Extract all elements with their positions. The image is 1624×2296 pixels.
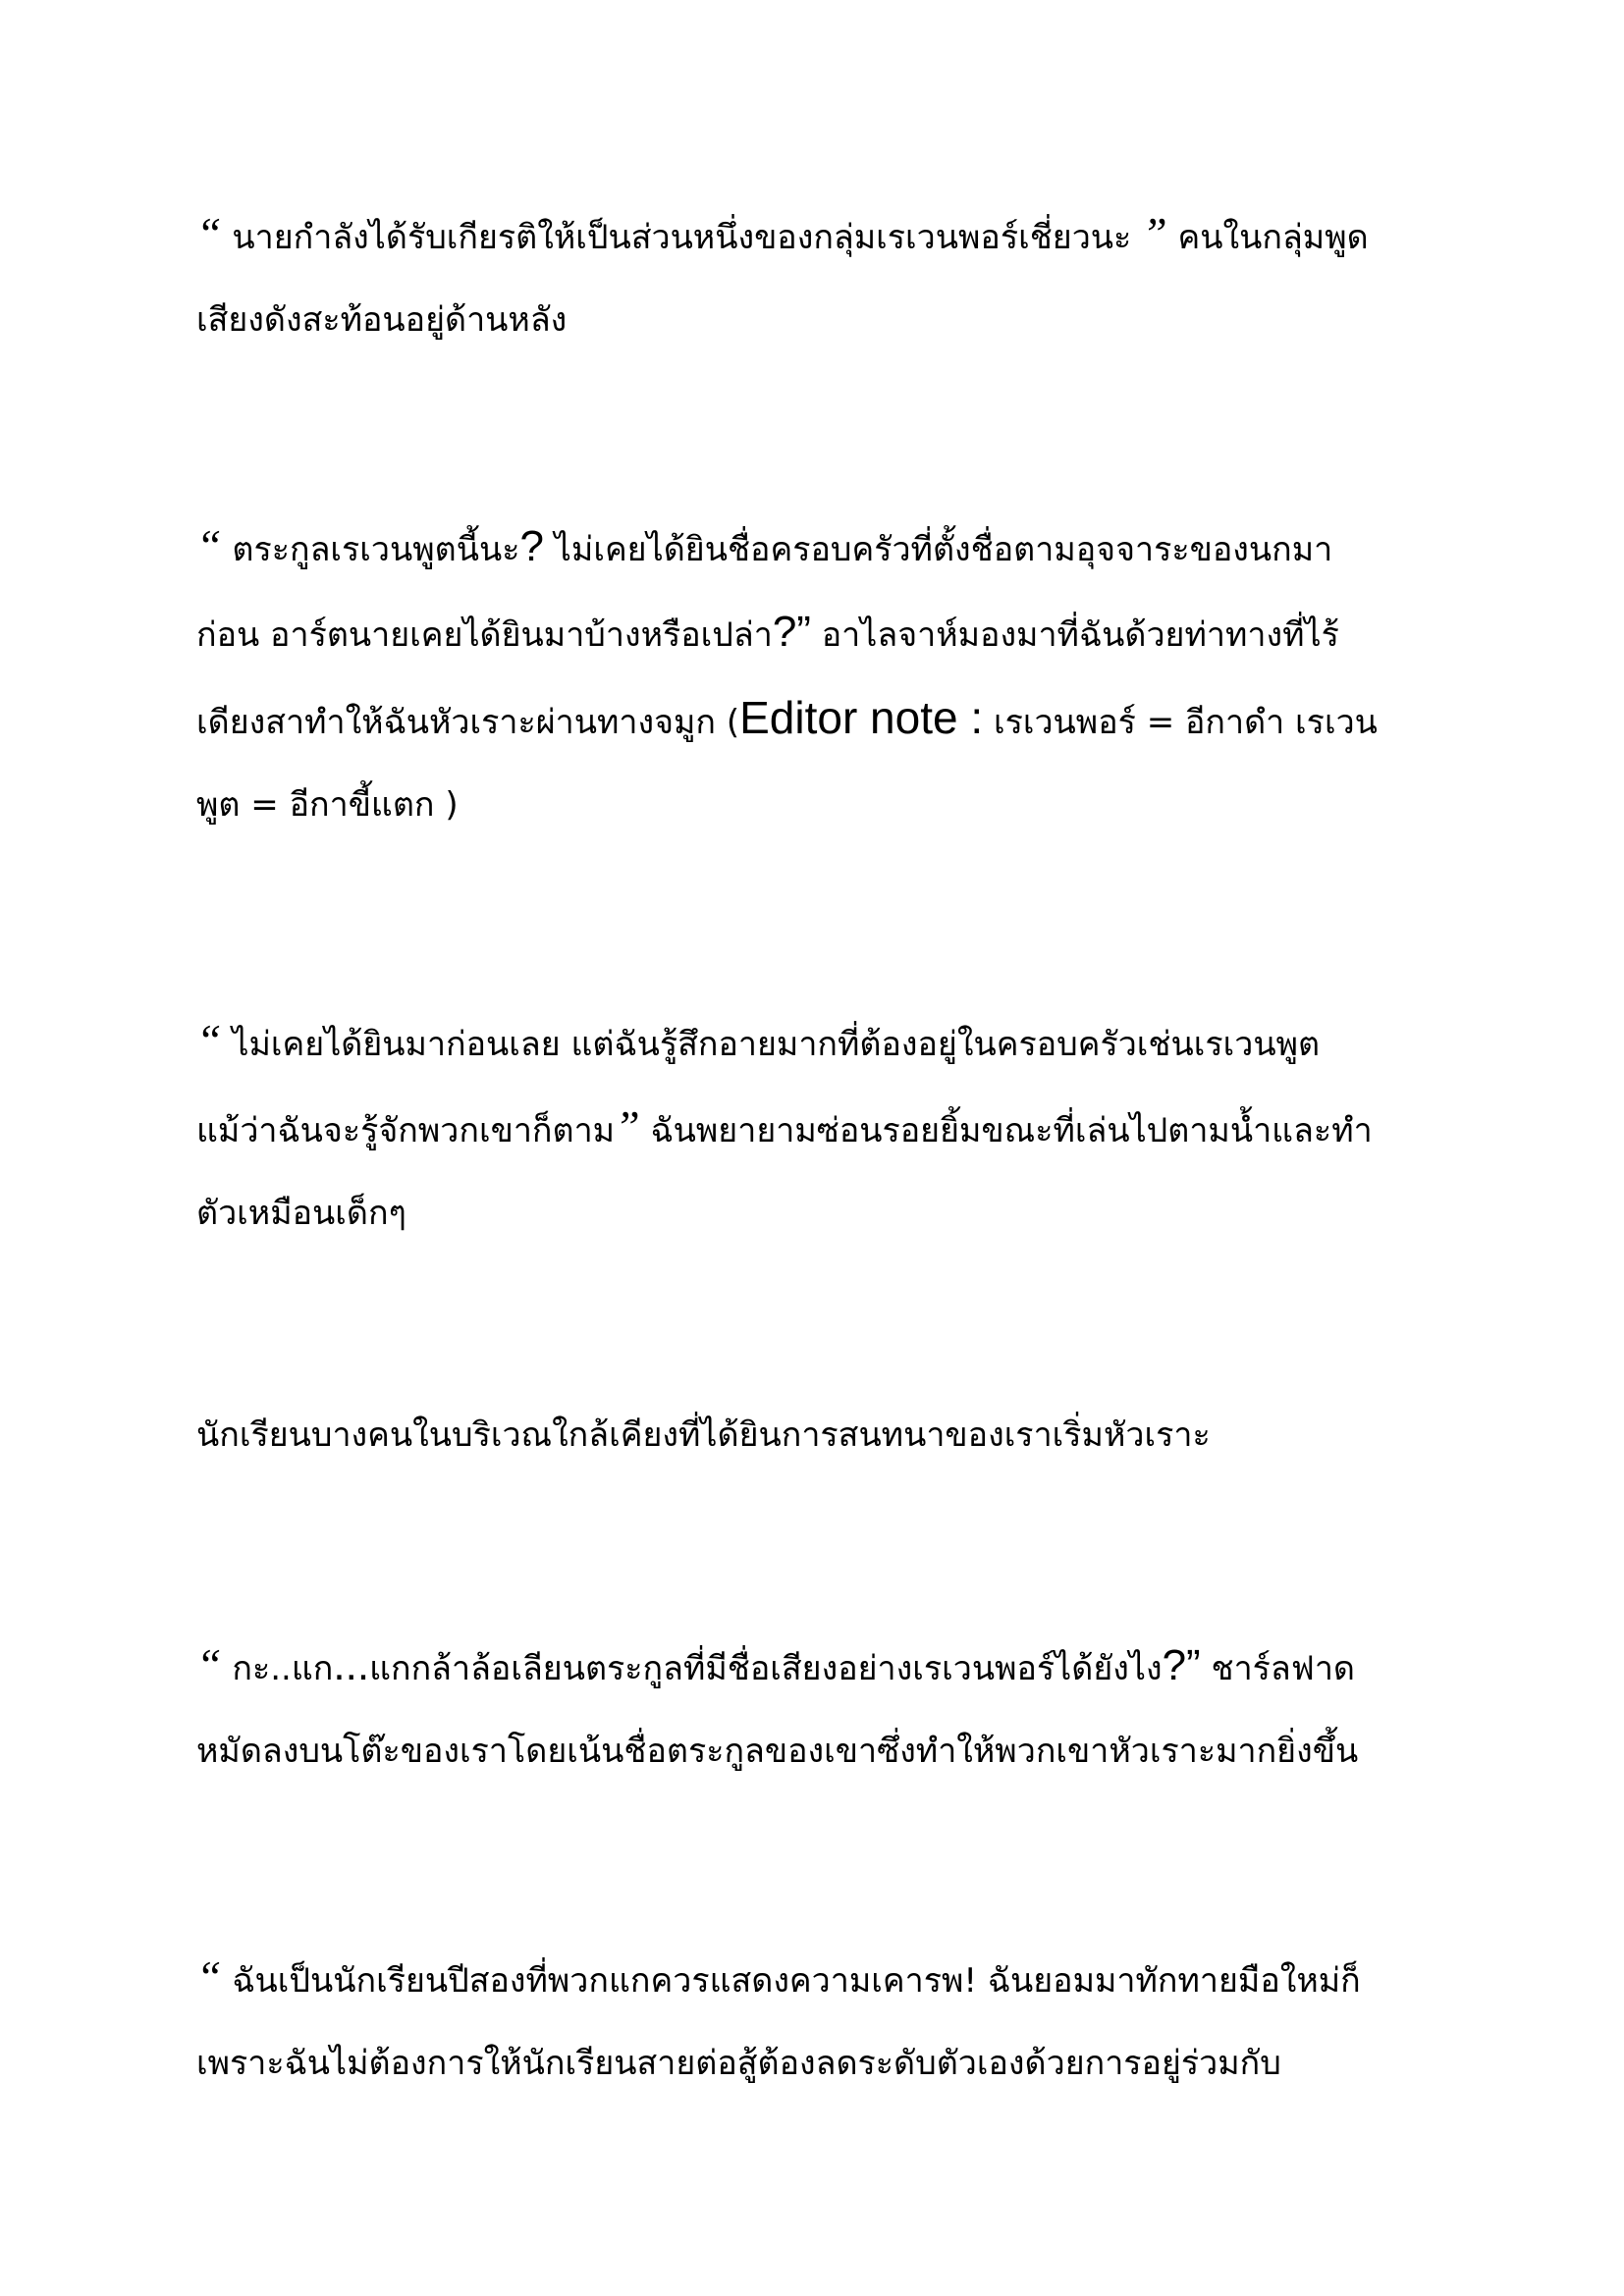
text-run: ตระกูลเรเวนพูตนี้นะ: [221, 530, 520, 569]
editor-note-label: Editor note :: [739, 692, 984, 743]
text-run: เพราะฉันไม่ต้องการให้นักเรียนสายต่อสู้ต้องลดระดับตัวเองด้วยการอยู่ร่วมกับ: [196, 2044, 1281, 2083]
text-line: [196, 1936, 1453, 2022]
paragraph-3: [196, 999, 1453, 1255]
text-run: เดียงสาทำให้ฉันหัวเราะผ่านทางจมูก (: [196, 703, 740, 742]
text-run: ฉันพยายามซ่อนรอยยิ้มขณะที่เล่นไปตามน้ำและทำ: [639, 1111, 1373, 1150]
text-run: แม้ว่าฉันจะรู้จักพวกเขาก็ตาม: [196, 1111, 616, 1150]
text-run: เรเวนพอร์ = อีกาดำ เรเวน: [983, 703, 1378, 742]
text-run: คนในกลุ่มพูด: [1166, 218, 1369, 257]
text-run: อาไลจาห์มองมาที่ฉันด้วยท่าทางที่ไร้: [810, 615, 1339, 655]
paragraph-6: [196, 1936, 1453, 2105]
text-run: ไม่เคยได้ยินชื่อครอบครัวที่ตั้งชื่อตามอุจจาระของนกมา: [544, 530, 1333, 569]
text-line: [196, 764, 1453, 846]
text-line: [196, 279, 1453, 361]
text-line: [196, 1394, 1453, 1476]
open-quote: “: [196, 1951, 222, 2002]
text-run: ชาร์ลฟาด: [1200, 1649, 1356, 1688]
text-run: กะ..แก: [221, 1649, 334, 1688]
question-mark: ?: [519, 522, 544, 570]
paragraph-4: [196, 1394, 1453, 1476]
text-run: ไม่เคยได้ยินมาก่อนเลย แต่ฉันรู้สึกอายมากที่ต้องอยู่ในครอบครัวเช่นเรเวนพูต: [221, 1025, 1321, 1064]
text-line: [196, 1086, 1453, 1172]
text-line: [196, 999, 1453, 1086]
text-run: แกกล้าล้อเลียนตระกูลที่มีชื่อเสียงอย่างเรเวนพอร์ได้ยังไง: [369, 1649, 1163, 1688]
question-close-quote: ?”: [772, 608, 811, 656]
text-line: [196, 591, 1453, 676]
text-line: [196, 1172, 1453, 1255]
text-run: ตัวเหมือนเด็กๆ: [196, 1194, 406, 1233]
text-run: ฉันเป็นนักเรียนปีสองที่พวกแกควรแสดงความเคารพ! ฉันยอมมาทักทายมือใหม่ก็: [221, 1961, 1361, 2001]
text-run: นักเรียนบางคนในบริเวณใกล้เคียงที่ได้ยินการสนทนาของเราเริ่มหัวเราะ: [196, 1415, 1211, 1455]
ellipsis: ...: [333, 1641, 370, 1689]
text-line: [196, 505, 1453, 591]
text-run: ก่อน อาร์ตนายเคยได้ยินมาบ้างหรือเปล่า: [196, 615, 773, 655]
open-quote: “: [196, 1639, 222, 1689]
question-close-quote: ?”: [1162, 1641, 1201, 1689]
open-quote: “: [196, 520, 222, 570]
text-line: [196, 192, 1453, 279]
text-line: [196, 676, 1453, 764]
paragraph-2: [196, 505, 1453, 846]
paragraph-1: [196, 192, 1453, 361]
text-line: [196, 1624, 1453, 1710]
text-run: นายกำลังได้รับเกียรติให้เป็นส่วนหนึ่งของกลุ่มเรเวนพอร์เชี่ยวนะ: [221, 218, 1143, 257]
open-quote: “: [196, 1015, 222, 1065]
text-line: [196, 1710, 1453, 1792]
close-quote: ”: [615, 1101, 640, 1151]
text-line: [196, 2022, 1453, 2105]
paragraph-5: [196, 1624, 1453, 1792]
close-quote: ”: [1142, 208, 1167, 258]
open-quote: “: [196, 208, 222, 258]
text-run: หมัดลงบนโต๊ะของเราโดยเน้นชื่อตระกูลของเขาซึ่งทำให้พวกเขาหัวเราะมากยิ่งขึ้น: [196, 1732, 1359, 1771]
text-run: เสียงดังสะท้อนอยู่ด้านหลัง: [196, 300, 568, 340]
text-run: พูต = อีกาขี้แตก ): [196, 785, 459, 825]
